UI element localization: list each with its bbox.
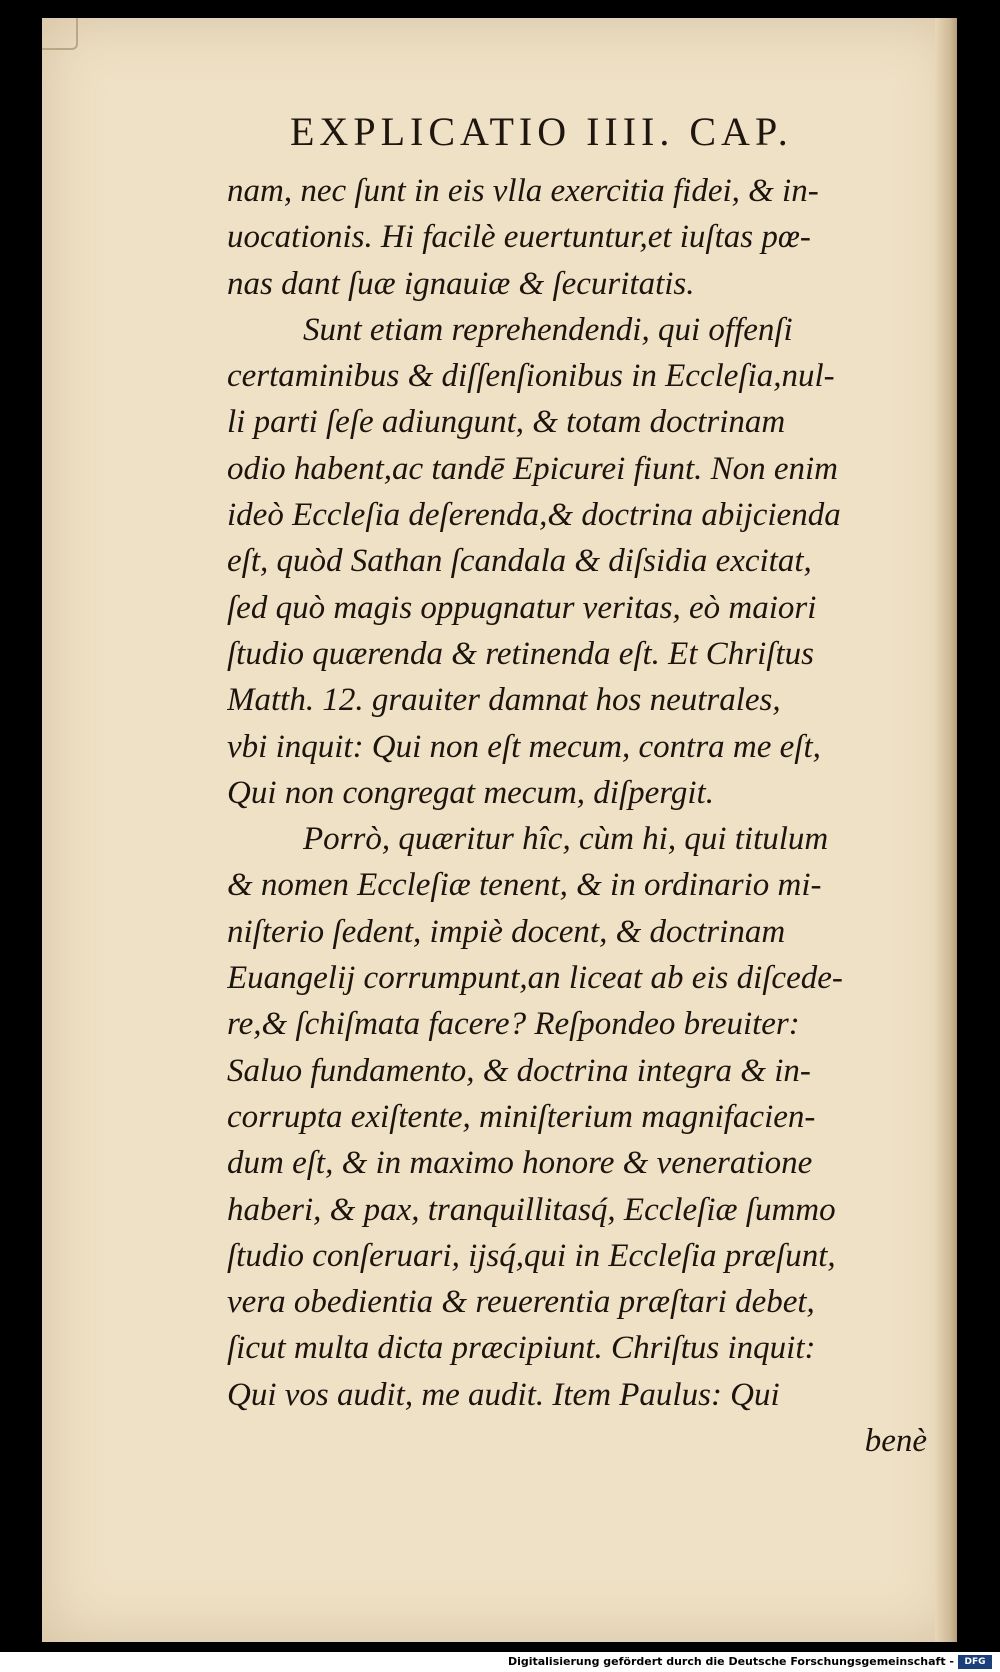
running-head: EXPLICATIO IIII. CAP. [290, 109, 793, 154]
text-line: uocationis. Hi facilè euertuntur,et iuſtas pœ- [227, 219, 811, 256]
text-line: certaminibus & diſſenſionibus in Eccleſia,nul- [227, 358, 835, 395]
text-line: nas dant ſuæ ignauiæ & ſecuritatis. [227, 265, 695, 302]
digitization-footer [0, 1652, 1000, 1672]
text-line: Saluo fundamento, & doctrina integra & in- [227, 1052, 811, 1089]
text-line: niſterio ſedent, impiè docent, & doctrinam [227, 913, 786, 950]
text-line: ſed quò magis oppugnatur veritas, eò maiori [227, 589, 817, 626]
text-line: Qui non congregat mecum, diſpergit. [227, 774, 714, 811]
text-line: re,& ſchiſmata facere? Reſpondeo breuiter: [227, 1006, 800, 1043]
text-line: Sunt etiam reprehendendi, qui offenſi [303, 311, 793, 348]
page-edge-shadow [935, 18, 957, 1642]
text-line: ſtudio quærenda & retinenda eſt. Et Chriſtus [227, 635, 814, 672]
text-line: corrupta exiſtente, miniſterium magnifacien- [227, 1098, 816, 1135]
catchword: benè [864, 1423, 927, 1460]
text-line: dum eſt, & in maximo honore & veneratione [227, 1145, 813, 1182]
text-line: vera obedientia & reuerentia præſtari debet, [227, 1284, 815, 1321]
text-line: ſtudio conſeruari, ijsq́,qui in Eccleſia præſunt, [227, 1237, 836, 1274]
text-line: haberi, & pax, tranquillitasq́, Eccleſiæ ſummo [227, 1191, 836, 1228]
text-line: Porrò, quæritur hîc, cùm hi, qui titulum [303, 821, 829, 858]
book-page [42, 18, 957, 1642]
funding-credit: Digitalisierung gefördert durch die Deutsche Forschungsgemeinschaft - [507, 1655, 954, 1668]
dfg-logo: DFG [958, 1655, 992, 1669]
text-line: Qui vos audit, me audit. Item Paulus: Qui [227, 1376, 780, 1413]
text-line: odio habent,ac tandē Epicurei fiunt. Non enim [227, 450, 839, 487]
body-text [227, 168, 927, 1464]
text-line: nam, nec ſunt in eis vlla exercitia fidei, & in- [227, 173, 819, 209]
text-line: vbi inquit: Qui non eſt mecum, contra me eſt, [227, 728, 821, 765]
text-line: ideò Eccleſia deſerenda,& doctrina abijcienda [227, 497, 841, 534]
text-line: Matth. 12. grauiter damnat hos neutrales, [227, 682, 781, 719]
text-line: li parti ſeſe adiungunt, & totam doctrinam [227, 404, 786, 441]
text-line: ſicut multa dicta præcipiunt. Chriſtus inquit: [227, 1330, 816, 1367]
text-line: Euangelij corrumpunt,an liceat ab eis diſcede- [227, 960, 843, 997]
text-line: & nomen Eccleſiæ tenent, & in ordinario mi- [227, 867, 822, 904]
page-corner-fold [42, 18, 78, 50]
text-line: eſt, quòd Sathan ſcandala & diſsidia excitat, [227, 543, 812, 580]
